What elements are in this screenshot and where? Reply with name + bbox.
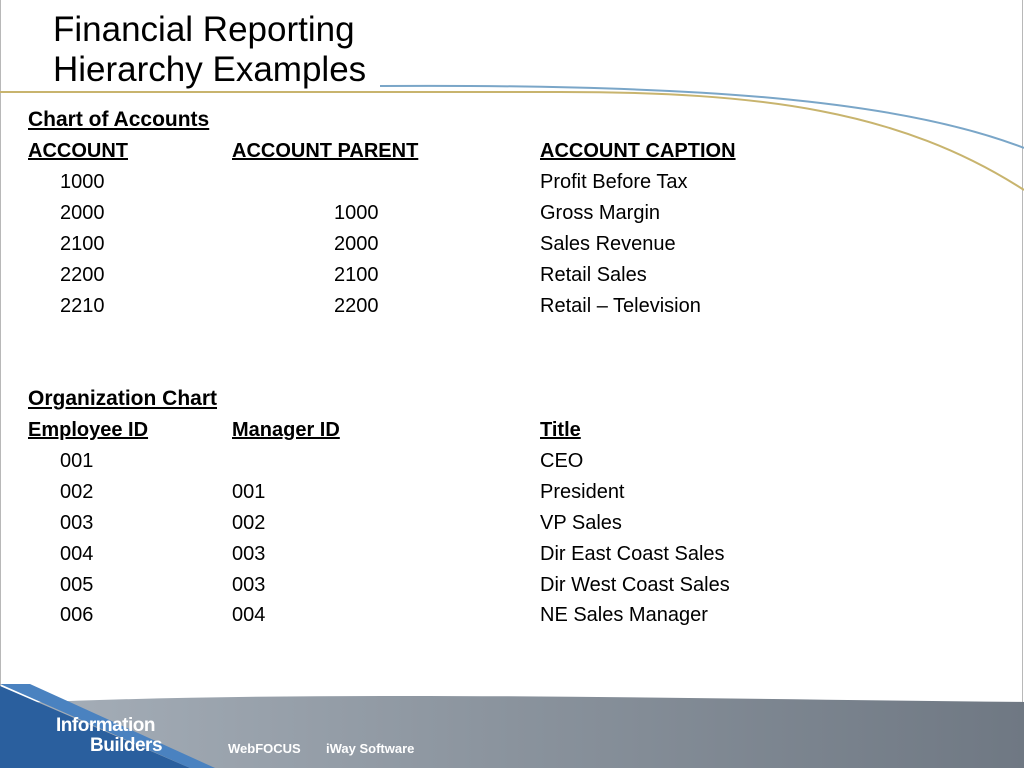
slide-title — [53, 10, 366, 90]
col-manager-id: Manager ID — [232, 419, 340, 441]
employee-cell: 004 — [60, 543, 94, 565]
caption-cell: Retail – Television — [540, 295, 701, 317]
org-chart-heading: Organization Chart — [28, 387, 218, 410]
caption-cell: Profit Before Tax — [540, 171, 688, 193]
title-cell: CEO — [540, 450, 584, 472]
col-employee-id: Employee ID — [28, 419, 149, 441]
title-cell: VP Sales — [540, 512, 622, 534]
employee-cell: 005 — [60, 574, 94, 596]
caption-cell: Sales Revenue — [540, 233, 676, 255]
product-iway: iWay Software — [326, 741, 415, 756]
manager-cell: 003 — [232, 574, 266, 596]
title-cell: Dir West Coast Sales — [540, 574, 730, 596]
col-account-caption: ACCOUNT CAPTION — [540, 140, 736, 162]
account-cell: 2000 — [60, 202, 105, 224]
company-logo-line1: Information — [56, 715, 155, 736]
parent-cell: 2200 — [334, 295, 379, 317]
manager-cell: 002 — [232, 512, 266, 534]
title-cell: Dir East Coast Sales — [540, 543, 725, 565]
title-cell: President — [540, 481, 625, 503]
account-cell: 2200 — [60, 264, 105, 286]
parent-cell: 2000 — [334, 233, 379, 255]
col-title: Title — [540, 419, 581, 441]
title-line-2: Hierarchy Examples — [53, 50, 367, 89]
parent-cell: 2100 — [334, 264, 379, 286]
company-logo-line2: Builders — [90, 735, 163, 756]
col-account-parent: ACCOUNT PARENT — [232, 140, 419, 162]
parent-cell: 1000 — [334, 202, 379, 224]
account-cell: 2100 — [60, 233, 105, 255]
employee-cell: 001 — [60, 450, 94, 472]
account-cell: 1000 — [60, 171, 105, 193]
employee-cell: 006 — [60, 604, 94, 626]
caption-cell: Gross Margin — [540, 202, 661, 224]
account-cell: 2210 — [60, 295, 105, 317]
title-line-1: Financial Reporting — [53, 10, 355, 49]
employee-cell: 003 — [60, 512, 94, 534]
manager-cell: 003 — [232, 543, 266, 565]
product-webfocus: WebFOCUS — [228, 741, 301, 756]
manager-cell: 004 — [232, 604, 266, 626]
employee-cell: 002 — [60, 481, 94, 503]
col-account: ACCOUNT — [28, 140, 128, 162]
caption-cell: Retail Sales — [540, 264, 647, 286]
chart-of-accounts-heading: Chart of Accounts — [28, 108, 210, 131]
title-cell: NE Sales Manager — [540, 604, 708, 626]
manager-cell: 001 — [232, 481, 266, 503]
